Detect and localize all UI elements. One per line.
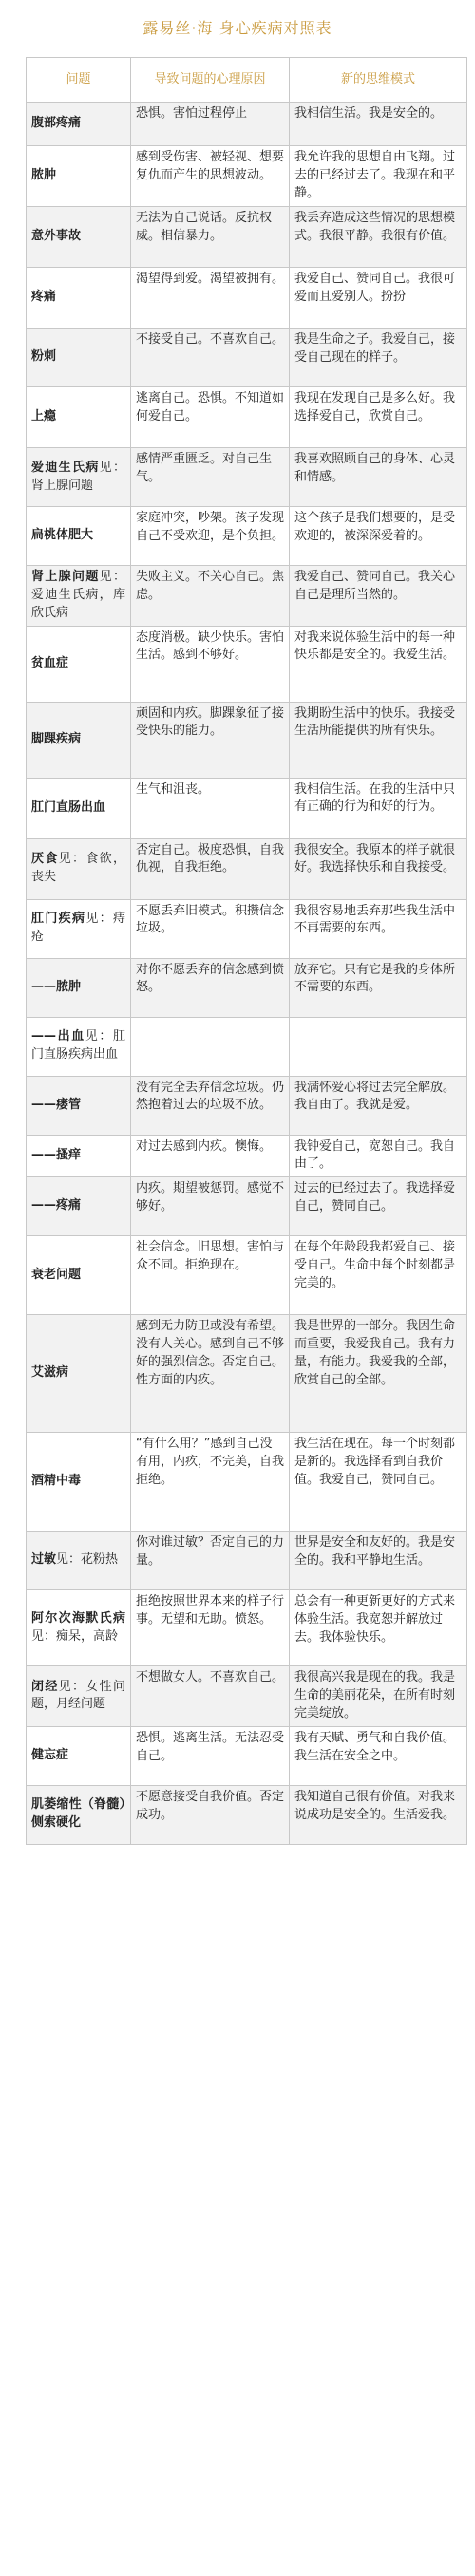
see-also: 见：痴呆，高龄: [31, 1628, 119, 1644]
cause-cell: 生气和沮丧。: [131, 778, 290, 838]
cause-cell: 对你不愿丢弃的信念感到愤怒。: [131, 958, 290, 1017]
new-pattern-cell: 我知道自己很有价值。对我来说成功是安全的。生活爱我。: [290, 1785, 467, 1844]
new-pattern-cell: 我爱自己、赞同自己。我很可爱而且爱别人。扮扮: [290, 268, 467, 329]
problem-name: 腹部疼痛: [31, 116, 82, 131]
table-row: [27, 146, 467, 207]
new-pattern-cell: 我是生命之子。我爱自己，接受自己现在的样子。: [290, 329, 467, 387]
problem-name: 脚踝疾病: [31, 731, 82, 746]
table-row: [27, 507, 467, 566]
problem-name: 闭经: [31, 1679, 59, 1694]
problem-cell: [27, 1726, 131, 1785]
table-row: [27, 1076, 467, 1135]
table-row: [27, 329, 467, 387]
see-also: 见：痔疮: [31, 912, 125, 945]
cause-cell: 内疚。期望被惩罚。感觉不够好。: [131, 1177, 290, 1236]
table-row: [27, 899, 467, 958]
new-pattern-cell: 我相信生活。在我的生活中只有正确的行为和好的行为。: [290, 778, 467, 838]
header-problem: 问题: [27, 58, 131, 103]
problem-cell: [27, 207, 131, 268]
problem-name: 肛门直肠出血: [31, 799, 106, 815]
table-row: [27, 387, 467, 448]
problem-cell: [27, 103, 131, 146]
table-row: [27, 1726, 467, 1785]
see-also: 见：肾上腺问题: [31, 460, 125, 493]
problem-cell: [27, 1532, 131, 1590]
new-pattern-cell: 我期盼生活中的快乐。我接受生活所能提供的所有快乐。: [290, 702, 467, 778]
table-row: [27, 1236, 467, 1315]
cause-cell: 家庭冲突，吵架。孩子发现自己不受欢迎，是个负担。: [131, 507, 290, 566]
problem-cell: [27, 1785, 131, 1844]
problem-name: 肌萎缩性（脊髓）侧索硬化: [31, 1797, 125, 1831]
problem-name: ——瘘管: [31, 1097, 82, 1112]
problem-cell: [27, 146, 131, 207]
problem-cell: [27, 1433, 131, 1532]
see-also: 见：爱迪生氏病，库欣氏病: [31, 570, 125, 620]
new-pattern-cell: 我有天赋、勇气和自我价值。我生活在安全之中。: [290, 1726, 467, 1785]
new-pattern-cell: 放弃它。只有它是我的身体所不需要的东西。: [290, 958, 467, 1017]
problem-cell: [27, 387, 131, 448]
new-pattern-cell: 我允许我的思想自由飞翔。过去的已经过去了。我现在和平静。: [290, 146, 467, 207]
problem-name: ——搔痒: [31, 1147, 82, 1162]
problem-name: 健忘症: [31, 1747, 69, 1762]
table-body: [27, 103, 467, 1845]
problem-name: 爱迪生氏病: [31, 460, 100, 475]
table-row: [27, 1135, 467, 1177]
table-row: [27, 702, 467, 778]
document-title: 露易丝·海 身心疾病对照表: [142, 19, 332, 37]
see-also: 见：食欲，丧失: [31, 852, 125, 885]
cause-cell: 不想做女人。不喜欢自己。: [131, 1666, 290, 1727]
problem-cell: [27, 1590, 131, 1666]
problem-name: 酒精中毒: [31, 1474, 82, 1489]
new-pattern-cell: 我喜欢照顾自己的身体、心灵和情感。: [290, 448, 467, 507]
problem-name: ——疼痛: [31, 1198, 82, 1213]
problem-name: 上瘾: [31, 409, 57, 424]
illness-table: [26, 57, 467, 1845]
table-row: [27, 778, 467, 838]
see-also: 见：肛门直肠疾病出血: [31, 1029, 125, 1062]
new-pattern-cell: 我钟爱自己，宽恕自己。我自由了。: [290, 1135, 467, 1177]
table-row: [27, 958, 467, 1017]
problem-name: 肛门疾病: [31, 912, 86, 927]
problem-cell: [27, 268, 131, 329]
cause-cell: 无法为自己说话。反抗权威。相信暴力。: [131, 207, 290, 268]
header-cause: 导致问题的心理原因: [131, 58, 290, 103]
problem-cell: [27, 899, 131, 958]
cause-cell: 不愿意接受自我价值。否定成功。: [131, 1785, 290, 1844]
problem-name: 阿尔次海默氏病: [31, 1610, 125, 1626]
new-pattern-cell: 我现在发现自己是多么好。我选择爱自己，欣赏自己。: [290, 387, 467, 448]
problem-name: 肾上腺问题: [31, 570, 100, 584]
problem-name: 过敏: [31, 1552, 57, 1568]
cause-cell: 恐惧。害怕过程停止: [131, 103, 290, 146]
table-row: [27, 1177, 467, 1236]
problem-name: ——脓肿: [31, 979, 82, 994]
problem-cell: [27, 838, 131, 899]
problem-cell: [27, 778, 131, 838]
table-row: [27, 268, 467, 329]
table-row: [27, 103, 467, 146]
new-pattern-cell: 我生活在现在。每一个时刻都是新的。我选择看到自我价值。我爱自己，赞同自己。: [290, 1433, 467, 1532]
new-pattern-cell: 我很容易地丢弃那些我生活中不再需要的东西。: [290, 899, 467, 958]
problem-cell: [27, 448, 131, 507]
table-header-row: [27, 58, 467, 103]
see-also: 见：女性问题，月经问题: [31, 1679, 125, 1712]
cause-cell: 失败主义。不关心自己。焦虑。: [131, 566, 290, 627]
cause-cell: 不愿丢弃旧模式。积攒信念垃圾。: [131, 899, 290, 958]
table-row: [27, 1590, 467, 1666]
problem-name: 脓肿: [31, 168, 57, 183]
cause-cell: [131, 1017, 290, 1076]
new-pattern-cell: [290, 1017, 467, 1076]
cause-cell: 没有完全丢弃信念垃圾。仍然抱着过去的垃圾不放。: [131, 1076, 290, 1135]
problem-cell: [27, 1236, 131, 1315]
new-pattern-cell: 我是世界的一部分。我因生命而重要，我爱我自己。我有力量，有能力。我爱我的全部，欣赏自己的全部。: [290, 1315, 467, 1433]
new-pattern-cell: 总会有一种更新更好的方式来体验生活。我宽恕并解放过去。我体验快乐。: [290, 1590, 467, 1666]
table-row: [27, 1017, 467, 1076]
new-pattern-cell: 在每个年龄段我都爱自己、接受自己。生命中每个时刻都是完美的。: [290, 1236, 467, 1315]
see-also: 见：花粉热: [56, 1552, 119, 1568]
problem-cell: [27, 1666, 131, 1727]
table-row: [27, 838, 467, 899]
cause-cell: 拒绝按照世界本来的样子行事。无望和无助。愤怒。: [131, 1590, 290, 1666]
cause-cell: 不接受自己。不喜欢自己。: [131, 329, 290, 387]
problem-cell: [27, 1017, 131, 1076]
cause-cell: “有什么用？”感到自己没有用，内疚，不完美，自我拒绝。: [131, 1433, 290, 1532]
problem-cell: [27, 702, 131, 778]
problem-name: ——出血: [31, 1029, 86, 1044]
cause-cell: 顽固和内疚。脚踝象征了接受快乐的能力。: [131, 702, 290, 778]
problem-cell: [27, 626, 131, 702]
problem-name: 贫血症: [31, 655, 69, 670]
cause-cell: 态度消极。缺少快乐。害怕生活。感到不够好。: [131, 626, 290, 702]
cause-cell: 感情严重匮乏。对自己生气。: [131, 448, 290, 507]
table-row: [27, 1433, 467, 1532]
table-row: [27, 626, 467, 702]
table-row: [27, 448, 467, 507]
cause-cell: 社会信念。旧思想。害怕与众不同。拒绝现在。: [131, 1236, 290, 1315]
new-pattern-cell: 我相信生活。我是安全的。: [290, 103, 467, 146]
problem-name: 粉刺: [31, 349, 57, 365]
table-row: [27, 207, 467, 268]
new-pattern-cell: 世界是安全和友好的。我是安全的。我和平静地生活。: [290, 1532, 467, 1590]
new-pattern-cell: 这个孩子是我们想要的，是受欢迎的，被深深爱着的。: [290, 507, 467, 566]
cause-cell: 对过去感到内疚。懊悔。: [131, 1135, 290, 1177]
problem-cell: [27, 958, 131, 1017]
new-pattern-cell: 我爱自己、赞同自己。我关心自己是理所当然的。: [290, 566, 467, 627]
problem-cell: [27, 1076, 131, 1135]
problem-cell: [27, 1315, 131, 1433]
new-pattern-cell: 我很高兴我是现在的我。我是生命的美丽花朵，在所有时刻完美绽放。: [290, 1666, 467, 1727]
cause-cell: 恐惧。逃离生活。无法忍受自己。: [131, 1726, 290, 1785]
new-pattern-cell: 过去的已经过去了。我选择爱自己，赞同自己。: [290, 1177, 467, 1236]
table-row: [27, 566, 467, 627]
problem-name: 疼痛: [31, 290, 57, 305]
problem-cell: [27, 507, 131, 566]
new-pattern-cell: 我丢弃造成这些情况的思想模式。我很平静。我很有价值。: [290, 207, 467, 268]
problem-name: 厌食: [31, 852, 59, 867]
new-pattern-cell: 我满怀爱心将过去完全解放。我自由了。我就是爱。: [290, 1076, 467, 1135]
problem-name: 艾滋病: [31, 1365, 69, 1381]
new-pattern-cell: 对我来说体验生活中的每一种快乐都是安全的。我爱生活。: [290, 626, 467, 702]
cause-cell: 渴望得到爱。渴望被拥有。: [131, 268, 290, 329]
header-new-pattern: 新的思维模式: [290, 58, 467, 103]
cause-cell: 逃离自己。恐惧。不知道如何爱自己。: [131, 387, 290, 448]
problem-cell: [27, 566, 131, 627]
cause-cell: 感到受伤害、被轻视、想要复仇而产生的思想波动。: [131, 146, 290, 207]
problem-name: 衰老问题: [31, 1267, 82, 1282]
cause-cell: 感到无力防卫或没有希望。没有人关心。感到自己不够好的强烈信念。否定自己。性方面的内疚。: [131, 1315, 290, 1433]
cause-cell: 你对谁过敏？否定自己的力量。: [131, 1532, 290, 1590]
problem-cell: [27, 1135, 131, 1177]
problem-cell: [27, 1177, 131, 1236]
problem-name: 扁桃体肥大: [31, 528, 94, 543]
problem-cell: [27, 329, 131, 387]
problem-name: 意外事故: [31, 229, 82, 244]
table-row: [27, 1666, 467, 1727]
table-row: [27, 1785, 467, 1844]
new-pattern-cell: 我很安全。我原本的样子就很好。我选择快乐和自我接受。: [290, 838, 467, 899]
cause-cell: 否定自己。极度恐惧，自我仇视，自我拒绝。: [131, 838, 290, 899]
table-row: [27, 1315, 467, 1433]
table-row: [27, 1532, 467, 1590]
